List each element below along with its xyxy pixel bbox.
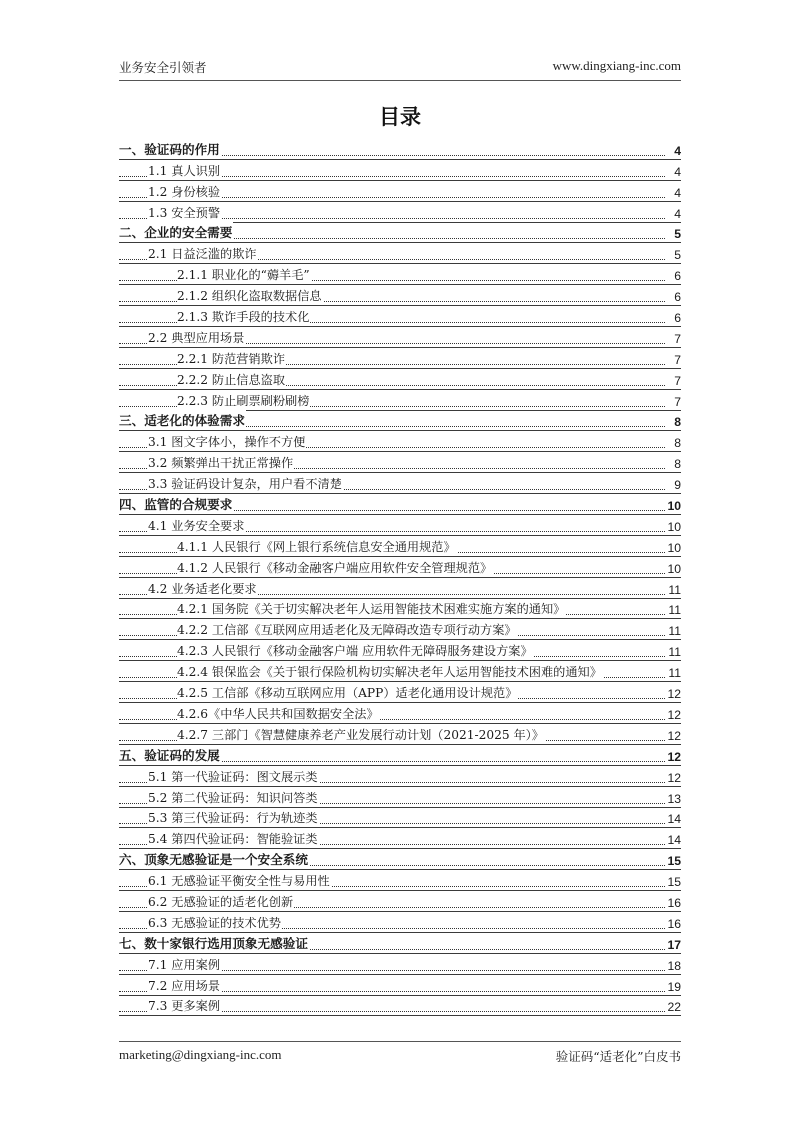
toc-entry-label: 3.3 验证码设计复杂，用户看不清楚: [148, 477, 342, 492]
toc-entry-page: 10: [667, 561, 681, 576]
toc-entry-label: 1.1 真人识别: [148, 163, 221, 178]
toc-entry-label: 3.2 频繁弹出干扰正常操作: [148, 456, 294, 471]
toc-entry-label: 2.1 日益泛滥的欺诈: [148, 247, 257, 262]
toc-entry-page: 7: [674, 352, 681, 367]
toc-entry[interactable]: [119, 954, 681, 975]
toc-entry-page: 6: [674, 269, 681, 284]
toc-entry-label: 2.2 典型应用场景: [148, 330, 245, 345]
toc-entry[interactable]: [119, 599, 681, 620]
toc-entry-label: 1.2 身份核验: [148, 184, 221, 199]
toc-entry[interactable]: [119, 975, 681, 996]
toc-entry-page: 6: [674, 290, 681, 305]
toc-entry[interactable]: [119, 703, 681, 724]
toc-entry-page: 4: [674, 164, 681, 179]
toc-entry[interactable]: [119, 787, 681, 808]
toc-entry-label: 四、监管的合规要求: [119, 494, 233, 513]
toc-entry[interactable]: [119, 557, 681, 578]
toc-entry[interactable]: [119, 891, 681, 912]
toc-entry[interactable]: [119, 640, 681, 661]
toc-entry[interactable]: [119, 369, 681, 390]
toc-entry-page: 14: [667, 833, 681, 848]
toc-entry-label: 4.2 业务适老化要求: [148, 581, 257, 596]
toc-entry[interactable]: [119, 745, 681, 766]
toc-entry-label: 4.2.5 工信部《移动互联网应用（APP）适老化通用设计规范》: [177, 686, 518, 701]
toc-entry-label: 5.1 第一代验证码：图文展示类: [148, 769, 318, 784]
toc-entry-page: 4: [674, 143, 681, 158]
toc-entry-label: 7.2 应用场景: [148, 978, 221, 993]
toc-entry[interactable]: [119, 933, 681, 954]
toc-entry[interactable]: [119, 327, 681, 348]
toc-entry-label: 5.2 第二代验证码：知识问答类: [148, 790, 318, 805]
toc-entry-page: 9: [674, 478, 681, 493]
toc-entry[interactable]: [119, 306, 681, 327]
table-of-contents: [119, 139, 681, 1016]
page-header: [119, 58, 681, 80]
toc-entry-page: 18: [667, 958, 681, 973]
footer-email[interactable]: marketing@dingxiang-inc.com: [119, 1047, 282, 1062]
toc-entry[interactable]: [119, 181, 681, 202]
toc-entry-page: 11: [668, 645, 681, 660]
toc-entry-page: 22: [667, 1000, 681, 1015]
toc-entry-page: 12: [667, 707, 681, 722]
header-website[interactable]: www.dingxiang-inc.com: [552, 58, 681, 73]
toc-entry-label: 一、验证码的作用: [119, 139, 221, 158]
toc-entry[interactable]: [119, 452, 681, 473]
toc-entry-page: 10: [667, 499, 681, 514]
toc-entry[interactable]: [119, 139, 681, 160]
toc-entry-page: 11: [668, 624, 681, 639]
toc-entry-page: 4: [674, 206, 681, 221]
toc-entry-page: 5: [674, 227, 681, 242]
toc-entry-page: 12: [667, 687, 681, 702]
toc-entry-label: 4.2.3 人民银行《移动金融客户端 应用软件无障碍服务建设方案》: [177, 644, 533, 659]
toc-entry[interactable]: [119, 285, 681, 306]
toc-entry[interactable]: [119, 912, 681, 933]
toc-entry-label: 2.2.2 防止信息盗取: [177, 372, 286, 387]
toc-entry[interactable]: [119, 160, 681, 181]
toc-entry-page: 4: [674, 185, 681, 200]
toc-entry[interactable]: [119, 870, 681, 891]
toc-entry[interactable]: [119, 682, 681, 703]
toc-entry-page: 12: [667, 749, 681, 764]
toc-entry-page: 7: [674, 373, 681, 388]
toc-entry-page: 11: [668, 666, 681, 681]
toc-entry-page: 12: [667, 770, 681, 785]
toc-entry-page: 17: [667, 937, 681, 952]
toc-entry-label: 4.1.2 人民银行《移动金融客户端应用软件安全管理规范》: [177, 560, 493, 575]
toc-entry[interactable]: [119, 473, 681, 494]
toc-entry-page: 11: [668, 603, 681, 618]
toc-entry-label: 2.1.1 职业化的“薅羊毛”: [177, 268, 310, 283]
toc-entry-page: 14: [667, 812, 681, 827]
toc-entry[interactable]: [119, 515, 681, 536]
footer-doc-title: 验证码“适老化”白皮书: [555, 1049, 681, 1064]
toc-entry[interactable]: [119, 536, 681, 557]
toc-entry-label: 2.2.1 防范营销欺诈: [177, 351, 286, 366]
header-divider: [119, 80, 681, 81]
toc-entry-page: 8: [674, 457, 681, 472]
toc-entry-page: 19: [667, 979, 681, 994]
toc-entry-page: 10: [667, 540, 681, 555]
toc-entry-label: 2.1.2 组织化盗取数据信息: [177, 289, 322, 304]
page-title: 目录: [379, 105, 421, 129]
toc-entry[interactable]: [119, 411, 681, 432]
toc-entry-label: 4.2.4 银保监会《关于银行保险机构切实解决老年人运用智能技术困难的通知》: [177, 665, 602, 680]
toc-entry-page: 16: [667, 895, 681, 910]
toc-entry-label: 6.3 无感验证的技术优势: [148, 915, 281, 930]
toc-entry[interactable]: [119, 348, 681, 369]
toc-entry-page: 8: [674, 415, 681, 430]
toc-entry[interactable]: [119, 578, 681, 599]
toc-entry[interactable]: [119, 223, 681, 244]
toc-entry-page: 15: [667, 854, 681, 869]
toc-entry-label: 6.1 无感验证平衡安全性与易用性: [148, 874, 330, 889]
footer-divider: [119, 1041, 681, 1042]
toc-entry-label: 3.1 图文字体小，操作不方便: [148, 435, 306, 450]
toc-entry-page: 10: [667, 519, 681, 534]
toc-entry-label: 五、验证码的发展: [119, 745, 221, 764]
toc-entry[interactable]: [119, 202, 681, 223]
toc-entry-label: 5.3 第三代验证码：行为轨迹类: [148, 811, 318, 826]
toc-entry-label: 4.1 业务安全要求: [148, 518, 245, 533]
page-footer: [119, 1047, 681, 1069]
toc-entry-label: 7.1 应用案例: [148, 957, 221, 972]
toc-entry-label: 5.4 第四代验证码：智能验证类: [148, 832, 318, 847]
toc-entry-label: 4.2.2 工信部《互联网应用适老化及无障碍改造专项行动方案》: [177, 623, 517, 638]
toc-entry-label: 三、适老化的体验需求: [119, 410, 246, 429]
toc-entry[interactable]: [119, 766, 681, 787]
toc-entry-page: 8: [674, 436, 681, 451]
toc-entry-page: 7: [674, 331, 681, 346]
toc-entry[interactable]: [119, 808, 681, 829]
toc-entry[interactable]: [119, 724, 681, 745]
toc-entry[interactable]: [119, 996, 681, 1017]
toc-entry-label: 1.3 安全预警: [148, 205, 221, 220]
toc-entry-label: 2.1.3 欺诈手段的技术化: [177, 310, 310, 325]
toc-entry-label: 6.2 无感验证的适老化创新: [148, 894, 294, 909]
toc-entry[interactable]: [119, 264, 681, 285]
toc-entry-label: 4.2.6《中华人民共和国数据安全法》: [177, 706, 379, 721]
toc-entry-page: 6: [674, 311, 681, 326]
toc-entry-page: 13: [667, 791, 681, 806]
toc-entry-label: 二、企业的安全需要: [119, 222, 233, 241]
toc-entry[interactable]: [119, 494, 681, 515]
toc-entry-label: 七、数十家银行选用顶象无感验证: [119, 933, 309, 952]
toc-entry-label: 4.2.7 三部门《智慧健康养老产业发展行动计划（2021-2025 年）》: [177, 727, 544, 742]
toc-entry-page: 15: [667, 875, 681, 890]
toc-entry-label: 2.2.3 防止刷票刷粉刷榜: [177, 393, 310, 408]
toc-entry-label: 六、顶象无感验证是一个安全系统: [119, 849, 309, 868]
toc-entry-page: 5: [674, 248, 681, 263]
toc-entry[interactable]: [119, 431, 681, 452]
toc-entry-label: 7.3 更多案例: [148, 999, 221, 1014]
toc-entry[interactable]: [119, 619, 681, 640]
toc-entry[interactable]: [119, 661, 681, 682]
toc-entry[interactable]: [119, 828, 681, 849]
toc-entry-page: 11: [668, 582, 681, 597]
toc-entry-page: 7: [674, 394, 681, 409]
header-slogan: 业务安全引领者: [119, 60, 207, 75]
toc-entry[interactable]: [119, 243, 681, 264]
toc-entry-page: 12: [667, 728, 681, 743]
toc-entry-page: 16: [667, 916, 681, 931]
toc-entry-label: 4.1.1 人民银行《网上银行系统信息安全通用规范》: [177, 539, 456, 554]
toc-entry-label: 4.2.1 国务院《关于切实解决老年人运用智能技术困难实施方案的通知》: [177, 602, 566, 617]
toc-entry[interactable]: [119, 849, 681, 870]
toc-entry[interactable]: [119, 390, 681, 411]
